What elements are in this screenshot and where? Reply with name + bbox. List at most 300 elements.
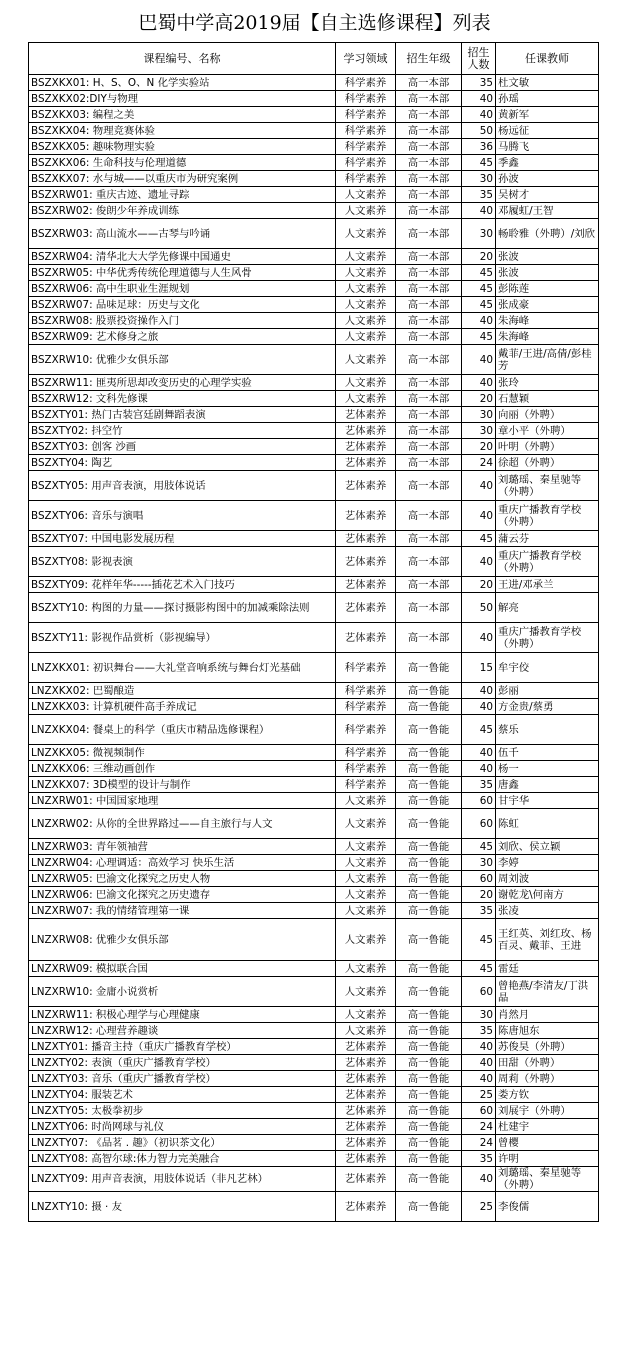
teacher-cell: 王红英、刘红玫、杨百灵、戴菲、王进 <box>496 919 599 961</box>
grade-cell: 高一本部 <box>396 281 462 297</box>
enroll-cell: 50 <box>462 593 496 623</box>
table-row <box>29 1192 599 1222</box>
enroll-cell: 20 <box>462 577 496 593</box>
table-row <box>29 1039 599 1055</box>
enroll-cell: 30 <box>462 423 496 439</box>
domain-cell: 人文素养 <box>336 187 396 203</box>
grade-cell: 高一鲁能 <box>396 745 462 761</box>
enroll-cell: 35 <box>462 75 496 91</box>
enroll-cell: 24 <box>462 1119 496 1135</box>
course-cell: BSZXTY05: 用声音表演，用肢体说话 <box>29 471 336 501</box>
teacher-cell: 李俊儒 <box>496 1192 599 1222</box>
enroll-cell: 40 <box>462 745 496 761</box>
domain-cell: 艺体素养 <box>336 423 396 439</box>
course-cell: LNZXKX03: 计算机硬件高手养成记 <box>29 699 336 715</box>
header-course: 课程编号、名称 <box>29 43 336 75</box>
teacher-cell: 戴菲/王进/高倩/彭桂芳 <box>496 345 599 375</box>
grade-cell: 高一本部 <box>396 187 462 203</box>
enroll-cell: 60 <box>462 871 496 887</box>
enroll-cell: 35 <box>462 1023 496 1039</box>
grade-cell: 高一鲁能 <box>396 1087 462 1103</box>
grade-cell: 高一本部 <box>396 547 462 577</box>
grade-cell: 高一鲁能 <box>396 887 462 903</box>
course-cell: BSZXKX06: 生命科技与伦理道德 <box>29 155 336 171</box>
domain-cell: 科学素养 <box>336 777 396 793</box>
domain-cell: 人文素养 <box>336 265 396 281</box>
course-cell: BSZXKX01: H、S、O、N 化学实验站 <box>29 75 336 91</box>
grade-cell: 高一本部 <box>396 329 462 345</box>
teacher-cell: 刘展宇（外聘） <box>496 1103 599 1119</box>
course-cell: LNZXRW01: 中国国家地理 <box>29 793 336 809</box>
header-teacher: 任课教师 <box>496 43 599 75</box>
enroll-cell: 20 <box>462 391 496 407</box>
header-domain: 学习领域 <box>336 43 396 75</box>
enroll-cell: 40 <box>462 1039 496 1055</box>
enroll-cell: 45 <box>462 919 496 961</box>
header-enroll: 招生人数 <box>462 43 496 75</box>
domain-cell: 科学素养 <box>336 75 396 91</box>
table-row <box>29 123 599 139</box>
domain-cell: 人文素养 <box>336 961 396 977</box>
teacher-cell: 叶明（外聘） <box>496 439 599 455</box>
teacher-cell: 刘璐瑶、秦星驰等（外聘） <box>496 471 599 501</box>
enroll-cell: 20 <box>462 439 496 455</box>
grade-cell: 高一鲁能 <box>396 919 462 961</box>
table-row <box>29 501 599 531</box>
enroll-cell: 40 <box>462 501 496 531</box>
domain-cell: 艺体素养 <box>336 439 396 455</box>
grade-cell: 高一鲁能 <box>396 761 462 777</box>
teacher-cell: 朱海峰 <box>496 313 599 329</box>
course-cell: BSZXTY01: 热门古装宫廷剧舞蹈表演 <box>29 407 336 423</box>
domain-cell: 艺体素养 <box>336 1039 396 1055</box>
domain-cell: 科学素养 <box>336 91 396 107</box>
grade-cell: 高一本部 <box>396 75 462 91</box>
grade-cell: 高一本部 <box>396 345 462 375</box>
table-row <box>29 455 599 471</box>
enroll-cell: 60 <box>462 1103 496 1119</box>
domain-cell: 科学素养 <box>336 107 396 123</box>
domain-cell: 科学素养 <box>336 155 396 171</box>
domain-cell: 人文素养 <box>336 203 396 219</box>
table-row <box>29 531 599 547</box>
course-cell: BSZXKX03: 编程之美 <box>29 107 336 123</box>
table-row <box>29 219 599 249</box>
enroll-cell: 50 <box>462 123 496 139</box>
table-row <box>29 547 599 577</box>
grade-cell: 高一本部 <box>396 375 462 391</box>
course-cell: LNZXRW08: 优雅少女俱乐部 <box>29 919 336 961</box>
domain-cell: 人文素养 <box>336 375 396 391</box>
enroll-cell: 35 <box>462 187 496 203</box>
table-row <box>29 329 599 345</box>
teacher-cell: 彭陈莲 <box>496 281 599 297</box>
grade-cell: 高一本部 <box>396 313 462 329</box>
grade-cell: 高一本部 <box>396 171 462 187</box>
teacher-cell: 甘宇华 <box>496 793 599 809</box>
teacher-cell: 向丽（外聘） <box>496 407 599 423</box>
enroll-cell: 60 <box>462 977 496 1007</box>
course-cell: BSZXKX07: 水与城——以重庆市为研究案例 <box>29 171 336 187</box>
course-cell: BSZXTY10: 构图的力量——探讨摄影构图中的加减乘除法则 <box>29 593 336 623</box>
grade-cell: 高一鲁能 <box>396 793 462 809</box>
enroll-cell: 30 <box>462 171 496 187</box>
course-cell: LNZXTY03: 音乐（重庆广播教育学校） <box>29 1071 336 1087</box>
teacher-cell: 牟宇佼 <box>496 653 599 683</box>
table-row <box>29 903 599 919</box>
enroll-cell: 45 <box>462 329 496 345</box>
enroll-cell: 45 <box>462 839 496 855</box>
teacher-cell: 孙瑶 <box>496 91 599 107</box>
teacher-cell: 吴树才 <box>496 187 599 203</box>
enroll-cell: 40 <box>462 761 496 777</box>
enroll-cell: 45 <box>462 265 496 281</box>
grade-cell: 高一鲁能 <box>396 715 462 745</box>
course-cell: LNZXTY05: 太极拳初步 <box>29 1103 336 1119</box>
enroll-cell: 40 <box>462 1071 496 1087</box>
table-row <box>29 1167 599 1192</box>
teacher-cell: 解亮 <box>496 593 599 623</box>
table-row <box>29 155 599 171</box>
table-row <box>29 855 599 871</box>
enroll-cell: 45 <box>462 961 496 977</box>
enroll-cell: 45 <box>462 531 496 547</box>
course-cell: BSZXRW03: 高山流水——古琴与吟诵 <box>29 219 336 249</box>
enroll-cell: 20 <box>462 249 496 265</box>
course-cell: LNZXTY01: 播音主持（重庆广播教育学校） <box>29 1039 336 1055</box>
grade-cell: 高一鲁能 <box>396 977 462 1007</box>
table-row <box>29 1103 599 1119</box>
table-row <box>29 1071 599 1087</box>
enroll-cell: 35 <box>462 1151 496 1167</box>
teacher-cell: 杜建宇 <box>496 1119 599 1135</box>
enroll-cell: 25 <box>462 1192 496 1222</box>
enroll-cell: 40 <box>462 91 496 107</box>
course-cell: LNZXRW06: 巴渝文化探究之历史遗存 <box>29 887 336 903</box>
teacher-cell: 曾樱 <box>496 1135 599 1151</box>
course-cell: LNZXKX05: 微视频制作 <box>29 745 336 761</box>
course-cell: LNZXRW05: 巴渝文化探究之历史人物 <box>29 871 336 887</box>
enroll-cell: 35 <box>462 903 496 919</box>
domain-cell: 人文素养 <box>336 977 396 1007</box>
grade-cell: 高一鲁能 <box>396 839 462 855</box>
course-cell: BSZXRW06: 高中生职业生涯规划 <box>29 281 336 297</box>
teacher-cell: 蒲云芬 <box>496 531 599 547</box>
grade-cell: 高一本部 <box>396 501 462 531</box>
enroll-cell: 24 <box>462 1135 496 1151</box>
domain-cell: 人文素养 <box>336 1023 396 1039</box>
course-cell: BSZXRW02: 俊朗少年养成训练 <box>29 203 336 219</box>
grade-cell: 高一鲁能 <box>396 1071 462 1087</box>
course-cell: LNZXRW03: 青年领袖营 <box>29 839 336 855</box>
table-row <box>29 919 599 961</box>
enroll-cell: 45 <box>462 715 496 745</box>
table-row <box>29 375 599 391</box>
grade-cell: 高一本部 <box>396 407 462 423</box>
table-row <box>29 107 599 123</box>
grade-cell: 高一鲁能 <box>396 871 462 887</box>
domain-cell: 科学素养 <box>336 715 396 745</box>
teacher-cell: 娄方钦 <box>496 1087 599 1103</box>
table-row <box>29 839 599 855</box>
teacher-cell: 王进/邓承兰 <box>496 577 599 593</box>
table-row <box>29 187 599 203</box>
enroll-cell: 30 <box>462 219 496 249</box>
grade-cell: 高一鲁能 <box>396 1135 462 1151</box>
teacher-cell: 陈虹 <box>496 809 599 839</box>
enroll-cell: 40 <box>462 471 496 501</box>
course-cell: BSZXKX04: 物理竞赛体验 <box>29 123 336 139</box>
course-cell: BSZXTY06: 音乐与演唱 <box>29 501 336 531</box>
enroll-cell: 15 <box>462 653 496 683</box>
domain-cell: 艺体素养 <box>336 593 396 623</box>
course-cell: BSZXTY04: 陶艺 <box>29 455 336 471</box>
domain-cell: 人文素养 <box>336 903 396 919</box>
grade-cell: 高一本部 <box>396 577 462 593</box>
domain-cell: 艺体素养 <box>336 547 396 577</box>
grade-cell: 高一鲁能 <box>396 809 462 839</box>
domain-cell: 科学素养 <box>336 761 396 777</box>
grade-cell: 高一鲁能 <box>396 1007 462 1023</box>
table-row <box>29 139 599 155</box>
table-row <box>29 423 599 439</box>
course-cell: LNZXRW09: 模拟联合国 <box>29 961 336 977</box>
course-cell: BSZXTY03: 创客 沙画 <box>29 439 336 455</box>
teacher-cell: 张波 <box>496 249 599 265</box>
table-row <box>29 793 599 809</box>
table-row <box>29 777 599 793</box>
domain-cell: 人文素养 <box>336 313 396 329</box>
teacher-cell: 田甜（外聘） <box>496 1055 599 1071</box>
grade-cell: 高一鲁能 <box>396 903 462 919</box>
teacher-cell: 谢乾龙\何南方 <box>496 887 599 903</box>
grade-cell: 高一鲁能 <box>396 1192 462 1222</box>
teacher-cell: 杨一 <box>496 761 599 777</box>
course-cell: LNZXRW10: 金庸小说赏析 <box>29 977 336 1007</box>
teacher-cell: 彭丽 <box>496 683 599 699</box>
domain-cell: 人文素养 <box>336 345 396 375</box>
course-cell: BSZXTY02: 抖空竹 <box>29 423 336 439</box>
domain-cell: 人文素养 <box>336 871 396 887</box>
teacher-cell: 张成豪 <box>496 297 599 313</box>
enroll-cell: 45 <box>462 297 496 313</box>
course-cell: BSZXRW11: 匪夷所思却改变历史的心理学实验 <box>29 375 336 391</box>
course-cell: LNZXTY08: 高智尔球:体力智力完美融合 <box>29 1151 336 1167</box>
table-row <box>29 407 599 423</box>
grade-cell: 高一本部 <box>396 531 462 547</box>
table-row <box>29 1151 599 1167</box>
teacher-cell: 重庆广播教育学校（外聘） <box>496 623 599 653</box>
teacher-cell: 曾艳燕/李清友/丁洪晶 <box>496 977 599 1007</box>
domain-cell: 人文素养 <box>336 281 396 297</box>
teacher-cell: 马腾飞 <box>496 139 599 155</box>
enroll-cell: 40 <box>462 107 496 123</box>
grade-cell: 高一本部 <box>396 265 462 281</box>
domain-cell: 科学素养 <box>336 171 396 187</box>
course-cell: LNZXTY02: 表演（重庆广播教育学校） <box>29 1055 336 1071</box>
domain-cell: 人文素养 <box>336 329 396 345</box>
teacher-cell: 周刘波 <box>496 871 599 887</box>
table-row <box>29 345 599 375</box>
table-row <box>29 1135 599 1151</box>
teacher-cell: 畅聆雅（外聘）/刘欣 <box>496 219 599 249</box>
table-row <box>29 809 599 839</box>
grade-cell: 高一本部 <box>396 91 462 107</box>
course-cell: LNZXTY04: 服装艺术 <box>29 1087 336 1103</box>
table-row <box>29 297 599 313</box>
teacher-cell: 许明 <box>496 1151 599 1167</box>
table-row <box>29 577 599 593</box>
domain-cell: 艺体素养 <box>336 577 396 593</box>
grade-cell: 高一本部 <box>396 391 462 407</box>
course-cell: BSZXRW04: 清华北大大学先修课中国通史 <box>29 249 336 265</box>
domain-cell: 人文素养 <box>336 855 396 871</box>
enroll-cell: 45 <box>462 155 496 171</box>
enroll-cell: 30 <box>462 407 496 423</box>
table-row <box>29 653 599 683</box>
domain-cell: 人文素养 <box>336 809 396 839</box>
teacher-cell: 雷廷 <box>496 961 599 977</box>
teacher-cell: 方金贵/蔡勇 <box>496 699 599 715</box>
enroll-cell: 40 <box>462 683 496 699</box>
table-row <box>29 683 599 699</box>
enroll-cell: 40 <box>462 699 496 715</box>
grade-cell: 高一鲁能 <box>396 777 462 793</box>
enroll-cell: 40 <box>462 375 496 391</box>
grade-cell: 高一鲁能 <box>396 653 462 683</box>
course-cell: LNZXKX02: 巴蜀酿造 <box>29 683 336 699</box>
table-row <box>29 391 599 407</box>
teacher-cell: 重庆广播教育学校（外聘） <box>496 547 599 577</box>
teacher-cell: 石慧颖 <box>496 391 599 407</box>
domain-cell: 艺体素养 <box>336 1055 396 1071</box>
table-row <box>29 471 599 501</box>
domain-cell: 科学素养 <box>336 123 396 139</box>
domain-cell: 人文素养 <box>336 919 396 961</box>
enroll-cell: 40 <box>462 1167 496 1192</box>
domain-cell: 艺体素养 <box>336 1192 396 1222</box>
course-cell: BSZXTY08: 影视表演 <box>29 547 336 577</box>
table-row <box>29 1087 599 1103</box>
table-row <box>29 203 599 219</box>
domain-cell: 艺体素养 <box>336 1103 396 1119</box>
course-cell: BSZXRW10: 优雅少女俱乐部 <box>29 345 336 375</box>
teacher-cell: 伍千 <box>496 745 599 761</box>
domain-cell: 人文素养 <box>336 391 396 407</box>
grade-cell: 高一鲁能 <box>396 1167 462 1192</box>
teacher-cell: 章小平（外聘） <box>496 423 599 439</box>
table-row <box>29 1055 599 1071</box>
table-row <box>29 281 599 297</box>
table-header-row <box>29 43 599 75</box>
teacher-cell: 杨远征 <box>496 123 599 139</box>
table-row <box>29 745 599 761</box>
course-cell: BSZXRW01: 重庆古迹、遗址寻踪 <box>29 187 336 203</box>
course-cell: BSZXTY07: 中国电影发展历程 <box>29 531 336 547</box>
enroll-cell: 40 <box>462 547 496 577</box>
table-row <box>29 1119 599 1135</box>
domain-cell: 科学素养 <box>336 139 396 155</box>
domain-cell: 艺体素养 <box>336 531 396 547</box>
enroll-cell: 35 <box>462 777 496 793</box>
table-row <box>29 75 599 91</box>
table-row <box>29 171 599 187</box>
domain-cell: 艺体素养 <box>336 1071 396 1087</box>
domain-cell: 艺体素养 <box>336 455 396 471</box>
teacher-cell: 周莉（外聘） <box>496 1071 599 1087</box>
grade-cell: 高一本部 <box>396 423 462 439</box>
table-row <box>29 593 599 623</box>
course-cell: LNZXRW07: 我的情绪管理第一课 <box>29 903 336 919</box>
grade-cell: 高一本部 <box>396 249 462 265</box>
enroll-cell: 30 <box>462 855 496 871</box>
domain-cell: 艺体素养 <box>336 623 396 653</box>
teacher-cell: 李婷 <box>496 855 599 871</box>
domain-cell: 艺体素养 <box>336 471 396 501</box>
enroll-cell: 24 <box>462 455 496 471</box>
enroll-cell: 40 <box>462 345 496 375</box>
domain-cell: 人文素养 <box>336 219 396 249</box>
table-row <box>29 961 599 977</box>
domain-cell: 人文素养 <box>336 887 396 903</box>
teacher-cell: 苏俊昊（外聘） <box>496 1039 599 1055</box>
course-cell: BSZXRW05: 中华优秀传统伦理道德与人生风骨 <box>29 265 336 281</box>
enroll-cell: 60 <box>462 793 496 809</box>
teacher-cell: 黄新军 <box>496 107 599 123</box>
course-cell: LNZXRW12: 心理营养趣谈 <box>29 1023 336 1039</box>
domain-cell: 艺体素养 <box>336 407 396 423</box>
course-cell: LNZXRW04: 心理调适：高效学习 快乐生活 <box>29 855 336 871</box>
table-row <box>29 1023 599 1039</box>
course-cell: LNZXKX01: 初识舞台——大礼堂音响系统与舞台灯光基础 <box>29 653 336 683</box>
course-cell: BSZXRW07: 品味足球：历史与文化 <box>29 297 336 313</box>
grade-cell: 高一本部 <box>396 219 462 249</box>
domain-cell: 人文素养 <box>336 297 396 313</box>
enroll-cell: 40 <box>462 623 496 653</box>
enroll-cell: 40 <box>462 313 496 329</box>
enroll-cell: 36 <box>462 139 496 155</box>
grade-cell: 高一本部 <box>396 155 462 171</box>
domain-cell: 科学素养 <box>336 683 396 699</box>
table-row <box>29 313 599 329</box>
teacher-cell: 刘璐瑶、秦星驰等（外聘） <box>496 1167 599 1192</box>
grade-cell: 高一鲁能 <box>396 1039 462 1055</box>
teacher-cell: 唐鑫 <box>496 777 599 793</box>
table-row <box>29 887 599 903</box>
domain-cell: 科学素养 <box>336 745 396 761</box>
enroll-cell: 60 <box>462 809 496 839</box>
enroll-cell: 30 <box>462 1007 496 1023</box>
course-cell: LNZXTY10: 摄 · 友 <box>29 1192 336 1222</box>
grade-cell: 高一鲁能 <box>396 683 462 699</box>
domain-cell: 人文素养 <box>336 793 396 809</box>
course-cell: LNZXKX07: 3D模型的设计与制作 <box>29 777 336 793</box>
course-cell: BSZXKX05: 趣味物理实验 <box>29 139 336 155</box>
table-row <box>29 715 599 745</box>
course-cell: LNZXTY09: 用声音表演，用肢体说话（非凡艺林） <box>29 1167 336 1192</box>
grade-cell: 高一本部 <box>396 123 462 139</box>
domain-cell: 科学素养 <box>336 653 396 683</box>
course-cell: LNZXKX04: 餐桌上的科学（重庆市精品选修课程） <box>29 715 336 745</box>
domain-cell: 人文素养 <box>336 839 396 855</box>
page-title: 巴蜀中学高2019届【自主选修课程】列表 <box>138 12 491 34</box>
teacher-cell: 陈唐旭东 <box>496 1023 599 1039</box>
course-cell: BSZXTY11: 影视作品赏析（影视编导） <box>29 623 336 653</box>
grade-cell: 高一鲁能 <box>396 961 462 977</box>
table-row <box>29 1007 599 1023</box>
teacher-cell: 肖然月 <box>496 1007 599 1023</box>
teacher-cell: 杜文敏 <box>496 75 599 91</box>
